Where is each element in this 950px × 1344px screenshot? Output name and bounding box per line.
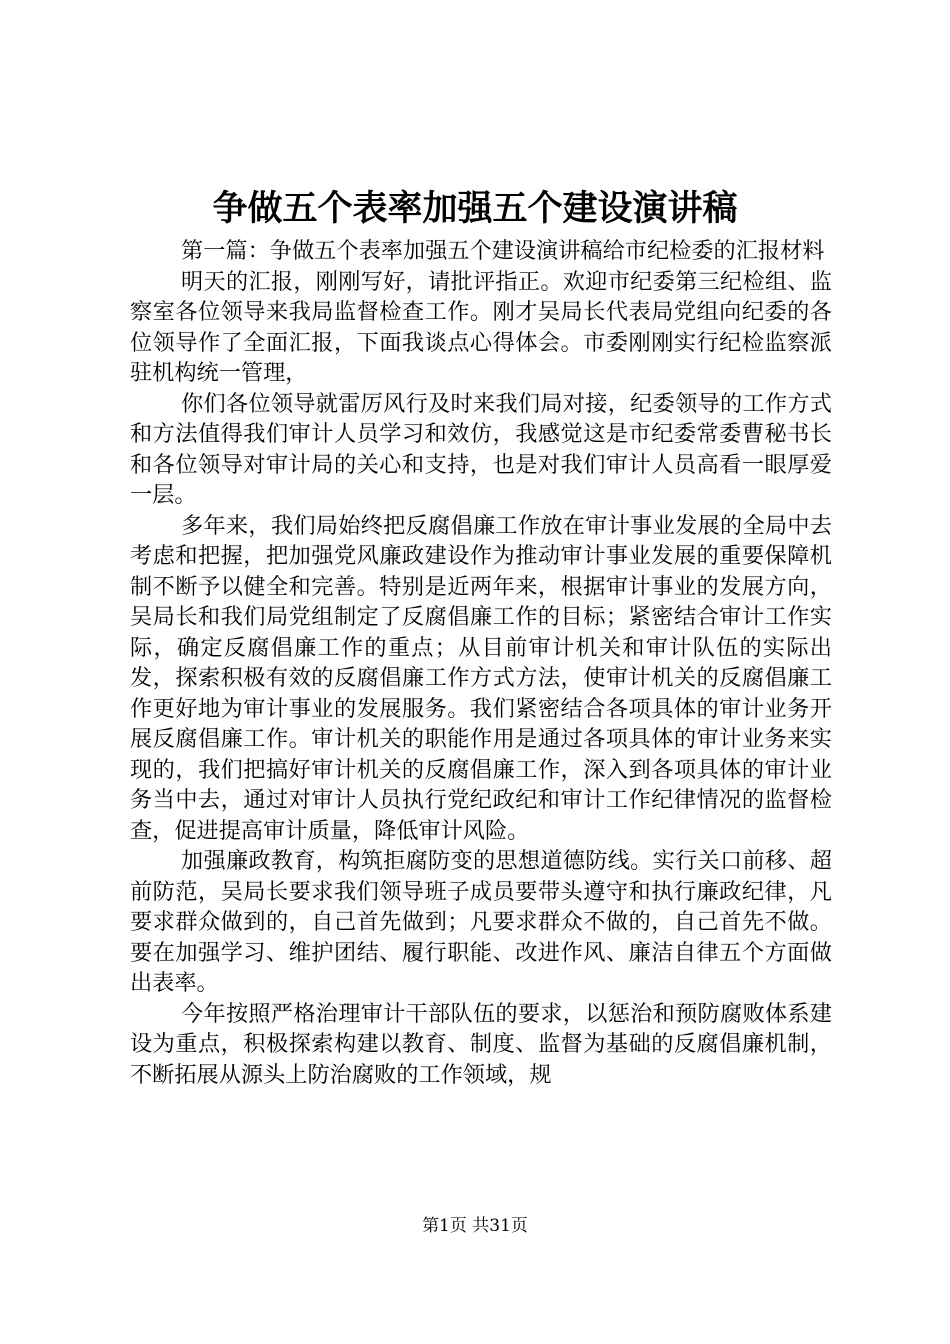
paragraph-3: 你们各位领导就雷厉风行及时来我们局对接，纪委领导的工作方式和方法值得我们审计人员学习和效仿，我感觉这是市纪委常委曹秘书长和各位领导对审计局的关心和支持，也是对我们审计人员高看一眼厚爱一层。 bbox=[130, 390, 832, 508]
paragraph-6: 今年按照严格治理审计干部队伍的要求，以惩治和预防腐败体系建设为重点，积极探索构建以教育、制度、监督为基础的反腐倡廉机制，不断拓展从源头上防治腐败的工作领域，规 bbox=[130, 1000, 832, 1088]
page-footer bbox=[0, 1214, 950, 1238]
paragraph-1: 第一篇：争做五个表率加强五个建设演讲稿给市纪检委的汇报材料 bbox=[181, 238, 825, 264]
paragraph-2: 明天的汇报，刚刚写好，请批评指正。欢迎市纪委第三纪检组、监察室各位领导来我局监督检查工作。刚才吴局长代表局党组向纪委的各位领导作了全面汇报，下面我谈点心得体会。市委刚刚实行纪检监察派驻机构统一管理， bbox=[130, 268, 832, 386]
paragraph-5: 加强廉政教育，构筑拒腐防变的思想道德防线。实行关口前移、超前防范，吴局长要求我们领导班子成员要带头遵守和执行廉政纪律，凡要求群众做到的，自己首先做到；凡要求群众不做的，自己首先不做。要在加强学习、维护团结、履行职能、改进作风、廉洁自律五个方面做出表率。 bbox=[130, 848, 832, 996]
paragraph-4: 多年来，我们局始终把反腐倡廉工作放在审计事业发展的全局中去考虑和把握，把加强党风廉政建设作为推动审计事业发展的重要保障机制不断予以健全和完善。特别是近两年来，根据审计事业的发展方向，吴局长和我们局党组制定了反腐倡廉工作的目标；紧密结合审计工作实际，确定反腐倡廉工作的重点；从目前审计机关和审计队伍的实际出发，探索积极有效的反腐倡廉工作方式方法，使审计机关的反腐倡廉工作更好地为审计事业的发展服务。我们紧密结合各项具体的审计业务开展反腐倡廉工作。审计机关的职能作用是通过各项具体的审计业务来实现的，我们把搞好审计机关的反腐倡廉工作，深入到各项具体的审计业务当中去，通过对审计人员执行党纪政纪和审计工作纪律情况的监督检查，促进提高审计质量，降低审计风险。 bbox=[130, 512, 832, 844]
document-title: 争做五个表率加强五个建设演讲稿 bbox=[212, 189, 738, 229]
document-body bbox=[130, 236, 832, 1090]
page-number-label: 第1页 共31页 bbox=[422, 1216, 528, 1236]
